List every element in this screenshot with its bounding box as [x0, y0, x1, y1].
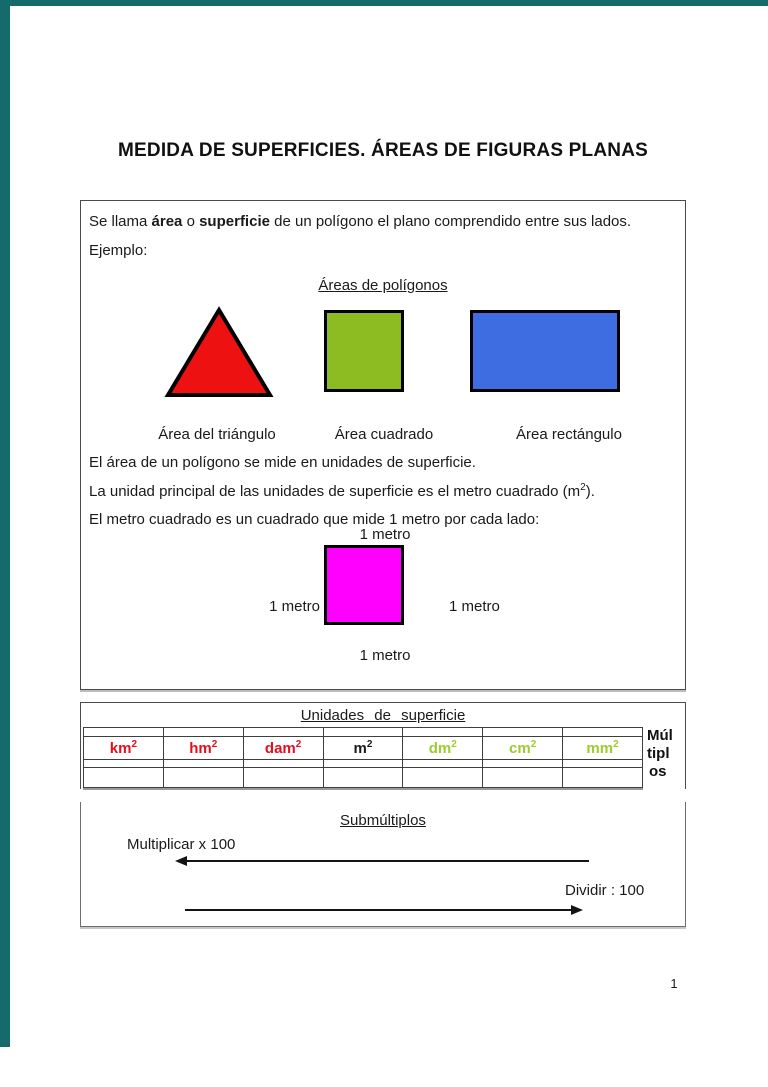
meter-label-right: 1 metro — [449, 598, 500, 615]
definition-line — [89, 213, 631, 230]
paragraph-2-before: La unidad principal de las unidades de superficie es el metro cuadrado (m — [89, 483, 581, 500]
unit-cm2: $cm^2$ — [483, 737, 563, 760]
unit-km2: $km^2$ — [84, 737, 164, 760]
definition-middle: o — [182, 213, 200, 230]
units-table-top-row — [84, 728, 643, 737]
term-area: área — [151, 213, 183, 230]
meter-label-top: 1 metro — [359, 526, 411, 543]
polygons-heading: Áreas de polígonos — [318, 277, 448, 294]
paragraph-2-after: ). — [585, 483, 595, 500]
unit-mm2: $mm^2$ — [563, 737, 643, 760]
definition-suffix: de un polígono el plano comprendido entre sus lados. — [269, 213, 632, 230]
unit-dm2: $dm^2$ — [403, 737, 483, 760]
multiplos-label: Múl tipl os — [647, 727, 673, 780]
page-number: 1 — [670, 976, 678, 991]
multiply-label: Multiplicar x 100 — [127, 836, 236, 853]
triangle-label: Área del triángulo — [158, 426, 276, 443]
multiply-arrow — [185, 860, 589, 862]
divide-arrow — [185, 909, 571, 911]
paragraph-2-sup: 2 — [580, 482, 586, 493]
units-table-header-row — [84, 737, 643, 760]
rectangle-shape — [470, 310, 620, 392]
page-edge-top — [0, 0, 768, 6]
example-label: Ejemplo: — [89, 242, 148, 259]
square-shape — [324, 310, 404, 392]
units-box — [80, 702, 686, 789]
unit-hm2: $hm^2$ — [163, 737, 243, 760]
term-superficie: superficie — [199, 213, 270, 230]
paragraph-2 — [89, 483, 595, 500]
units-heading: Unidades de superficie — [300, 707, 466, 724]
units-table — [83, 727, 643, 788]
unit-m2: $m^2$ — [323, 737, 403, 760]
meter-square — [324, 545, 404, 625]
multiply-arrowhead-icon — [175, 856, 187, 866]
submultiplos-box — [80, 802, 686, 927]
divide-label: Dividir : 100 — [565, 882, 645, 899]
square-label: Área cuadrado — [334, 426, 434, 443]
paragraph-3: El metro cuadrado es un cuadrado que mide 1 metro por cada lado: — [89, 511, 540, 528]
units-table-empty-row — [84, 768, 643, 788]
paragraph-1: El área de un polígono se mide en unidades de superficie. — [89, 454, 476, 471]
rectangle-label: Área rectángulo — [516, 426, 622, 443]
units-table-mid-row — [84, 760, 643, 768]
divide-arrowhead-icon — [571, 905, 583, 915]
page-title: MEDIDA DE SUPERFICIES. ÁREAS DE FIGURAS PLANAS — [118, 140, 648, 161]
intro-box — [80, 200, 686, 690]
triangle-shape — [164, 305, 276, 401]
page-edge-left — [0, 0, 10, 1047]
submultiplos-heading: Submúltiplos — [340, 812, 426, 829]
definition-prefix: Se llama — [89, 213, 152, 230]
meter-label-left: 1 metro — [269, 598, 320, 615]
unit-dam2: dam$^2$ — [243, 737, 323, 760]
meter-label-bottom: 1 metro — [359, 647, 411, 664]
